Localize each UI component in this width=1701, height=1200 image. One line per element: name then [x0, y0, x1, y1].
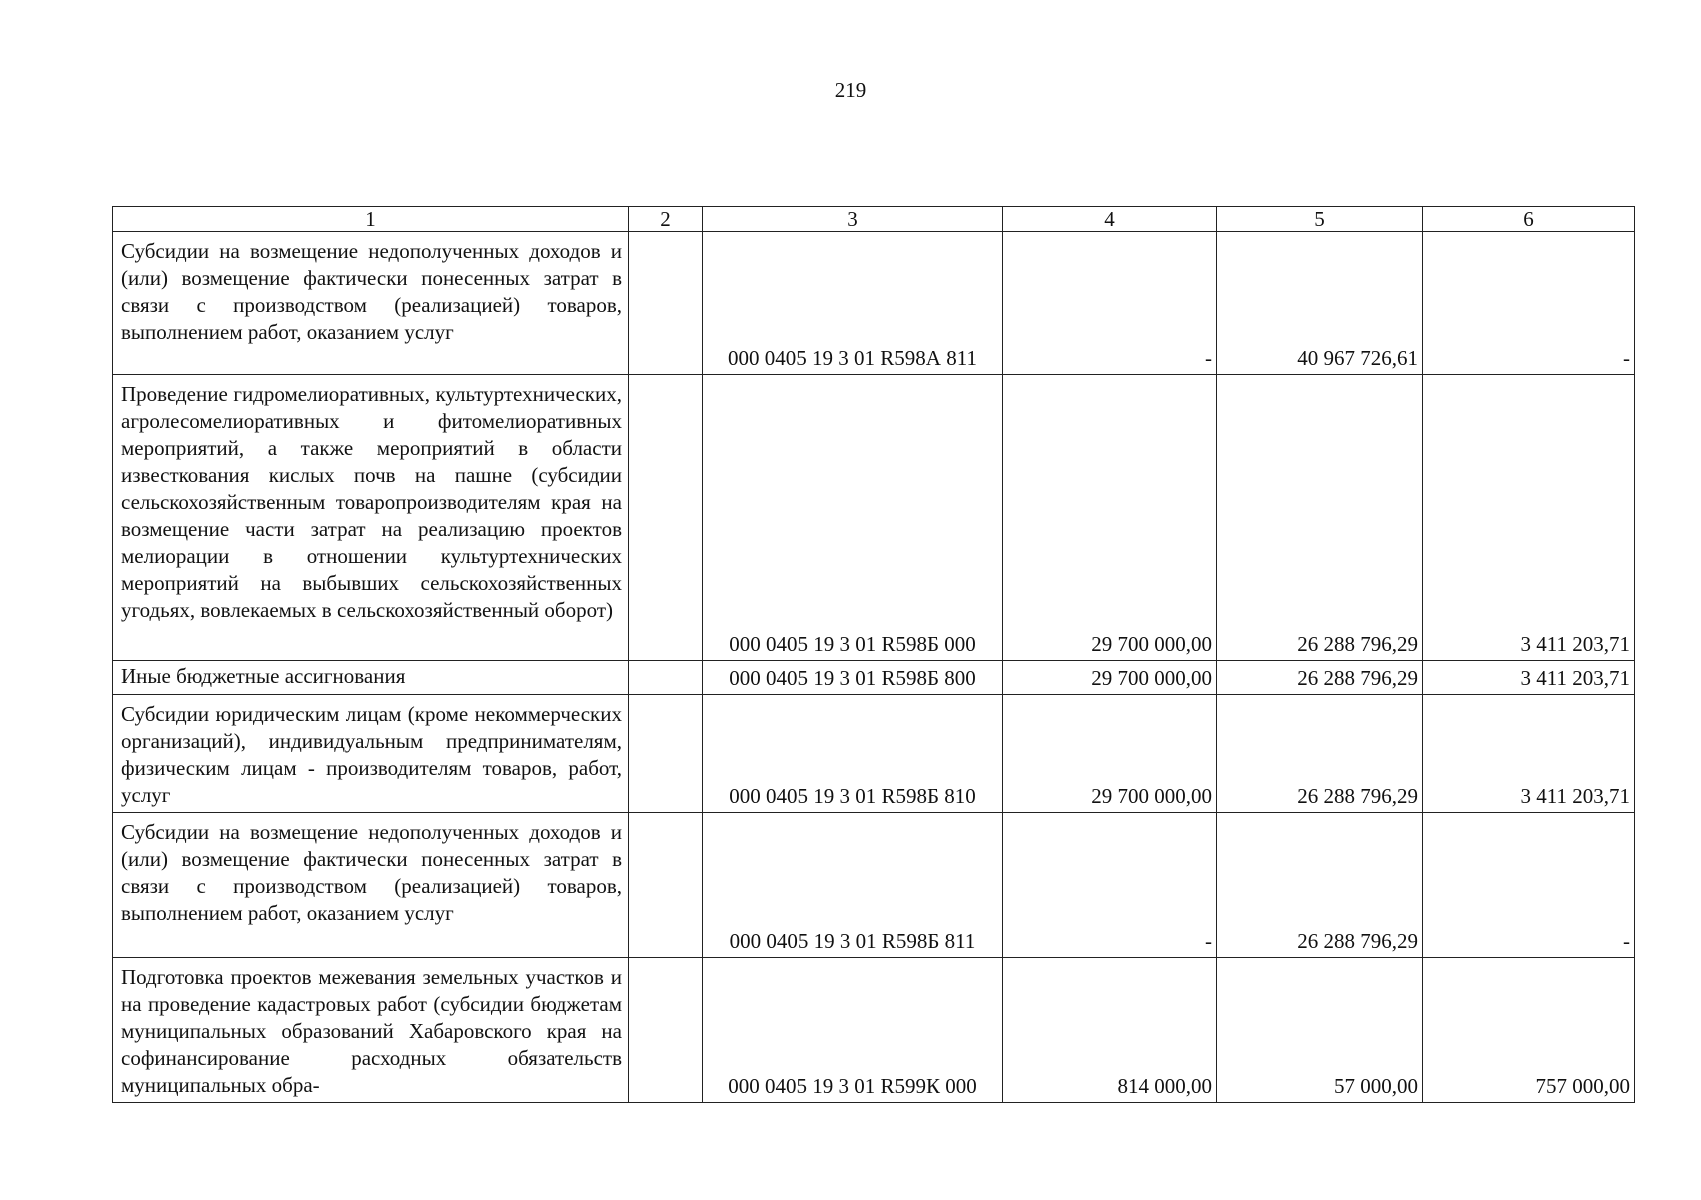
row-col6: 757 000,00	[1423, 958, 1635, 1103]
row-col5: 26 288 796,29	[1217, 695, 1423, 813]
row-col6: -	[1423, 813, 1635, 958]
row-col6: -	[1423, 232, 1635, 375]
row-col4: 29 700 000,00	[1003, 375, 1217, 661]
row-code: 000 0405 19 3 01 R598Б 811	[703, 813, 1003, 958]
budget-table	[112, 206, 1635, 1103]
row-col5: 57 000,00	[1217, 958, 1423, 1103]
row-col2	[629, 375, 703, 661]
row-code: 000 0405 19 3 01 R598Б 800	[703, 661, 1003, 695]
row-col4: 29 700 000,00	[1003, 695, 1217, 813]
table-row	[113, 375, 1635, 661]
page-number: 219	[834, 78, 867, 102]
table-row	[113, 232, 1635, 375]
row-col2	[629, 661, 703, 695]
column-header: 6	[1423, 207, 1635, 232]
row-col5: 26 288 796,29	[1217, 813, 1423, 958]
row-col5: 40 967 726,61	[1217, 232, 1423, 375]
table-header-row	[113, 207, 1635, 232]
column-header: 2	[629, 207, 703, 232]
column-header: 3	[703, 207, 1003, 232]
row-code: 000 0405 19 3 01 R598Б 000	[703, 375, 1003, 661]
row-col5: 26 288 796,29	[1217, 661, 1423, 695]
row-col4: 29 700 000,00	[1003, 661, 1217, 695]
row-code: 000 0405 19 3 01 R598Б 810	[703, 695, 1003, 813]
row-col2	[629, 232, 703, 375]
row-col2	[629, 695, 703, 813]
row-col2	[629, 813, 703, 958]
row-description: Субсидии на возмещение недополученных доходов и (или) возмещение фактически понесенных затрат в связи с производством (реализацией) товаров, выполнением работ, оказанием услуг	[113, 232, 629, 375]
table-row	[113, 958, 1635, 1103]
row-col6: 3 411 203,71	[1423, 375, 1635, 661]
column-header: 1	[113, 207, 629, 232]
row-code: 000 0405 19 3 01 R598А 811	[703, 232, 1003, 375]
table-row	[113, 661, 1635, 695]
row-description: Проведение гидромелиоративных, культуртехнических, агролесомелиоративных и фитомелиоративных мероприятий, а также мероприятий в области известкования кислых почв на пашне (субсидии сельскохозяйственным товаропроизводителям края на возмещение части затрат на реализацию проектов мелиорации в отношении культуртехнических мероприятий на выбывших сельскохозяйственных угодьях, вовлекаемых в сельскохозяйственный оборот)	[113, 375, 629, 661]
column-header: 5	[1217, 207, 1423, 232]
row-col6: 3 411 203,71	[1423, 695, 1635, 813]
row-col4: -	[1003, 232, 1217, 375]
row-description: Субсидии юридическим лицам (кроме некоммерческих организаций), индивидуальным предпринимателям, физическим лицам - производителям товаров, работ, услуг	[113, 695, 629, 813]
row-description: Подготовка проектов межевания земельных участков и на проведение кадастровых работ (субсидии бюджетам муниципальных образований Хабаровского края на софинансирование расходных обязательств муниципальных обра-	[113, 958, 629, 1103]
row-col2	[629, 958, 703, 1103]
table-row	[113, 695, 1635, 813]
row-col5: 26 288 796,29	[1217, 375, 1423, 661]
row-col4: 814 000,00	[1003, 958, 1217, 1103]
table-row	[113, 813, 1635, 958]
row-col6: 3 411 203,71	[1423, 661, 1635, 695]
row-code: 000 0405 19 3 01 R599К 000	[703, 958, 1003, 1103]
column-header: 4	[1003, 207, 1217, 232]
row-description: Иные бюджетные ассигнования	[113, 661, 629, 695]
row-description: Субсидии на возмещение недополученных доходов и (или) возмещение фактически понесенных затрат в связи с производством (реализацией) товаров, выполнением работ, оказанием услуг	[113, 813, 629, 958]
row-col4: -	[1003, 813, 1217, 958]
